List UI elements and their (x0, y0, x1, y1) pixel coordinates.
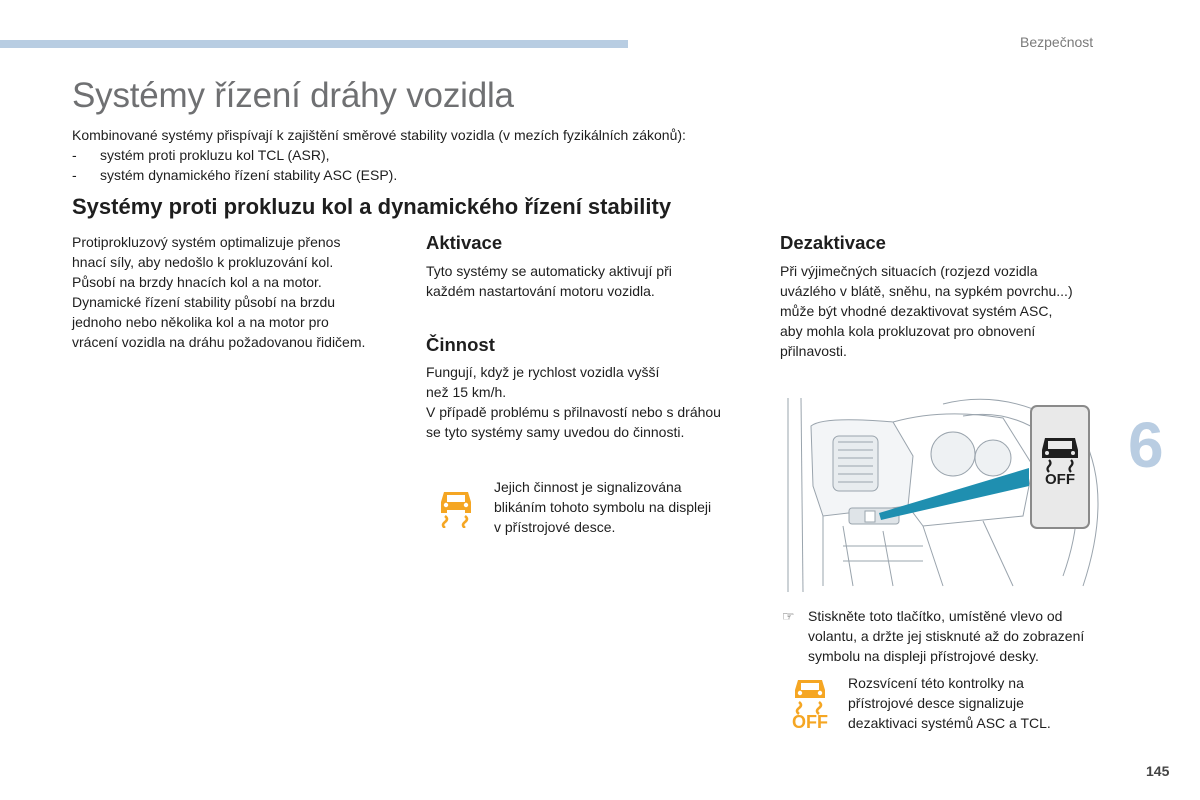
activation-text: Tyto systémy se automaticky aktivují při každém nastartování motoru vozidla. (426, 263, 672, 299)
page-number: 145 (1146, 763, 1170, 779)
activation-heading: Aktivace (426, 232, 503, 253)
pointing-hand-icon: ☞ (782, 608, 795, 624)
off-indicator-text: Rozsvícení této kontrolky na přístrojové desce signalizuje dezaktivaci systémů ASC a TCL. (848, 675, 1051, 731)
indicator-text: Jejich činnost je signalizována blikáním tohoto symbolu na displeji v přístrojové desce. (494, 479, 712, 535)
description-text: Protiprokluzový systém optimalizuje přenos hnací síly, aby nedošlo k prokluzování kol. Působí na brzdy hnacích kol a na motor. Dynamické řízení stability působí na brzdu jednoho nebo několika kol a na motor pro vrácení vozidla na dráhu požadovanou řidičem. (72, 234, 366, 350)
deactivation-note: ☞ Stiskněte toto tlačítko, umístěné vlevo od volantu, a držte jej stisknuté až do zobrazení symbolu na displeji přístrojové desky. (782, 608, 1085, 664)
deactivation-text: Při výjimečných situacích (rozjezd vozidla uvázlého v blátě, sněhu, na sypkém povrchu...) může být vhodné dezaktivovat systém ASC, aby mohla kola prokluzovat pro obnovení přilnavosti. (780, 263, 1073, 359)
bullet-text: systém proti prokluzu kol TCL (ASR), (100, 147, 330, 163)
bullet-item: - systém dynamického řízení stability ASC (ESP). (72, 167, 398, 183)
operation-text: Fungují, když je rychlost vozidla vyšší než 15 km/h. V případě problému s přilnavostí nebo s dráhou se tyto systémy samy uvedou do činnosti. (426, 364, 721, 440)
section-label: Bezpečnost (1020, 34, 1094, 50)
bullet-item: - systém proti prokluzu kol TCL (ASR), (72, 147, 330, 163)
skid-car-icon (436, 486, 476, 528)
page-title: Systémy řízení dráhy vozidla (72, 76, 514, 115)
section-subtitle: Systémy proti prokluzu kol a dynamického řízení stability (72, 194, 672, 219)
bullet-text: systém dynamického řízení stability ASC (ESP). (100, 167, 398, 183)
operation-heading: Činnost (426, 334, 495, 355)
off-button-label: OFF (1045, 471, 1075, 488)
intro-block (72, 125, 792, 185)
intro-text: Kombinované systémy přispívají k zajištění směrové stability vozidla (v mezích fyzikálních zákonů): (72, 127, 686, 143)
deactivation-heading: Dezaktivace (780, 232, 886, 253)
off-icon-label: OFF (792, 712, 828, 732)
dashboard-illustration (783, 396, 1108, 596)
skid-car-off-icon (790, 676, 830, 734)
header-accent-bar (0, 40, 628, 48)
chapter-number: 6 (1128, 409, 1164, 481)
